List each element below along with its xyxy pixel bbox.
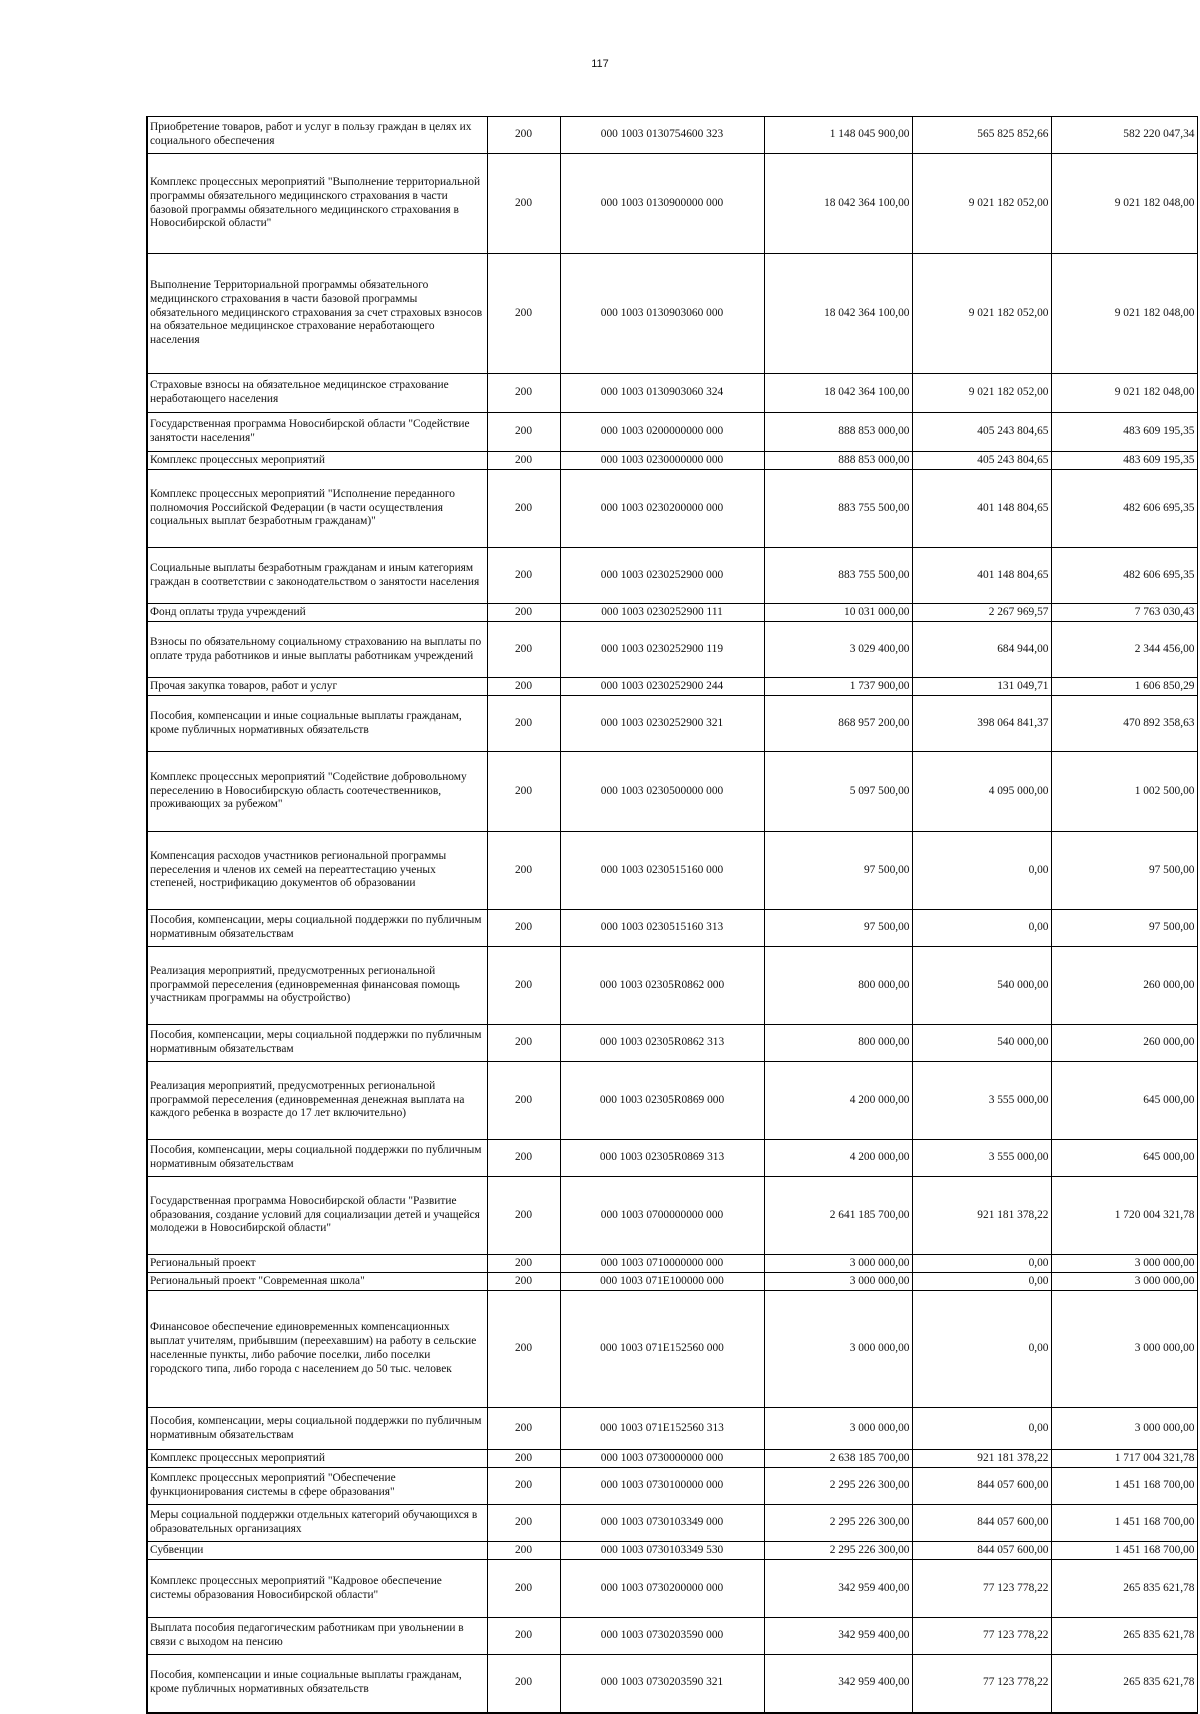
- cell-budget-code: 000 1003 0230252900 321: [560, 696, 764, 752]
- cell-approved: 342 959 400,00: [764, 1618, 912, 1655]
- page-number: 117: [591, 58, 609, 70]
- cell-executed: 77 123 778,22: [912, 1560, 1051, 1618]
- cell-name: Меры социальной поддержки отдельных категорий обучающихся в образовательных организациях: [147, 1505, 487, 1542]
- cell-line-code: 200: [487, 1450, 560, 1468]
- cell-unexecuted: 260 000,00: [1051, 1025, 1197, 1062]
- table-row: [147, 696, 1197, 752]
- table-row: [147, 910, 1197, 947]
- cell-unexecuted: 645 000,00: [1051, 1140, 1197, 1177]
- cell-executed: 684 944,00: [912, 622, 1051, 678]
- cell-line-code: 200: [487, 1560, 560, 1618]
- table-row: [147, 413, 1197, 452]
- cell-budget-code: 000 1003 0700000000 000: [560, 1177, 764, 1255]
- cell-approved: 10 031 000,00: [764, 604, 912, 622]
- cell-name: Комплекс процессных мероприятий "Содействие добровольному переселению в Новосибирскую область соотечественников, проживающих за рубежом": [147, 752, 487, 832]
- cell-budget-code: 000 1003 071E152560 000: [560, 1291, 764, 1408]
- cell-executed: 921 181 378,22: [912, 1177, 1051, 1255]
- cell-executed: 540 000,00: [912, 1025, 1051, 1062]
- table-row: [147, 604, 1197, 622]
- table-row: [147, 1560, 1197, 1618]
- cell-executed: 2 267 969,57: [912, 604, 1051, 622]
- cell-approved: 868 957 200,00: [764, 696, 912, 752]
- cell-unexecuted: 3 000 000,00: [1051, 1273, 1197, 1291]
- cell-unexecuted: 2 344 456,00: [1051, 622, 1197, 678]
- cell-line-code: 200: [487, 1177, 560, 1255]
- cell-approved: 4 200 000,00: [764, 1140, 912, 1177]
- cell-approved: 3 029 400,00: [764, 622, 912, 678]
- cell-executed: 398 064 841,37: [912, 696, 1051, 752]
- cell-name: Приобретение товаров, работ и услуг в пользу граждан в целях их социального обеспечения: [147, 117, 487, 154]
- cell-name: Страховые взносы на обязательное медицинское страхование неработающего населения: [147, 374, 487, 413]
- cell-line-code: 200: [487, 1140, 560, 1177]
- cell-executed: 844 057 600,00: [912, 1468, 1051, 1505]
- cell-line-code: 200: [487, 154, 560, 254]
- cell-executed: 540 000,00: [912, 947, 1051, 1025]
- cell-line-code: 200: [487, 1542, 560, 1560]
- cell-unexecuted: 3 000 000,00: [1051, 1255, 1197, 1273]
- cell-unexecuted: 265 835 621,78: [1051, 1618, 1197, 1655]
- table-row: [147, 678, 1197, 696]
- cell-name: Комплекс процессных мероприятий "Обеспечение функционирования системы в сфере образования": [147, 1468, 487, 1505]
- cell-name: Социальные выплаты безработным гражданам и иным категориям граждан в соответствии с законодательством о занятости населения: [147, 548, 487, 604]
- table-row: [147, 832, 1197, 910]
- cell-budget-code: 000 1003 0130903060 000: [560, 254, 764, 374]
- table-row: [147, 1450, 1197, 1468]
- cell-approved: 2 295 226 300,00: [764, 1542, 912, 1560]
- cell-budget-code: 000 1003 0200000000 000: [560, 413, 764, 452]
- table-row: [147, 947, 1197, 1025]
- cell-line-code: 200: [487, 1618, 560, 1655]
- cell-name: Прочая закупка товаров, работ и услуг: [147, 678, 487, 696]
- cell-unexecuted: 1 451 168 700,00: [1051, 1505, 1197, 1542]
- cell-name: Региональный проект: [147, 1255, 487, 1273]
- cell-budget-code: 000 1003 0230200000 000: [560, 470, 764, 548]
- cell-unexecuted: 483 609 195,35: [1051, 452, 1197, 470]
- table-row: [147, 1025, 1197, 1062]
- cell-budget-code: 000 1003 0230515160 000: [560, 832, 764, 910]
- cell-name: Государственная программа Новосибирской области "Содействие занятости населения": [147, 413, 487, 452]
- cell-name: Региональный проект "Современная школа": [147, 1273, 487, 1291]
- cell-budget-code: 000 1003 0230252900 244: [560, 678, 764, 696]
- cell-approved: 18 042 364 100,00: [764, 254, 912, 374]
- cell-name: Финансовое обеспечение единовременных компенсационных выплат учителям, прибывшим (переехавшим) на работу в сельские населенные пункты, либо рабочие поселки, либо поселки городского типа, либо города с населением до 50 тыс. человек: [147, 1291, 487, 1408]
- cell-approved: 342 959 400,00: [764, 1560, 912, 1618]
- cell-executed: 844 057 600,00: [912, 1505, 1051, 1542]
- cell-budget-code: 000 1003 0730000000 000: [560, 1450, 764, 1468]
- table-row: [147, 1062, 1197, 1140]
- cell-unexecuted: 483 609 195,35: [1051, 413, 1197, 452]
- cell-approved: 3 000 000,00: [764, 1255, 912, 1273]
- cell-unexecuted: 582 220 047,34: [1051, 117, 1197, 154]
- cell-unexecuted: 1 720 004 321,78: [1051, 1177, 1197, 1255]
- table-row: [147, 1542, 1197, 1560]
- cell-budget-code: 000 1003 0730103349 000: [560, 1505, 764, 1542]
- cell-unexecuted: 97 500,00: [1051, 910, 1197, 947]
- table-row: [147, 1468, 1197, 1505]
- table-row: [147, 1408, 1197, 1450]
- cell-line-code: 200: [487, 470, 560, 548]
- cell-unexecuted: 1 002 500,00: [1051, 752, 1197, 832]
- cell-budget-code: 000 1003 02305R0862 313: [560, 1025, 764, 1062]
- cell-line-code: 200: [487, 413, 560, 452]
- cell-executed: 0,00: [912, 1273, 1051, 1291]
- cell-unexecuted: 9 021 182 048,00: [1051, 154, 1197, 254]
- cell-name: Пособия, компенсации, меры социальной поддержки по публичным нормативным обязательствам: [147, 1140, 487, 1177]
- table-row: [147, 254, 1197, 374]
- cell-line-code: 200: [487, 548, 560, 604]
- cell-unexecuted: 265 835 621,78: [1051, 1655, 1197, 1713]
- cell-line-code: 200: [487, 604, 560, 622]
- cell-unexecuted: 1 717 004 321,78: [1051, 1450, 1197, 1468]
- cell-approved: 800 000,00: [764, 1025, 912, 1062]
- cell-unexecuted: 9 021 182 048,00: [1051, 254, 1197, 374]
- cell-name: Комплекс процессных мероприятий "Исполнение переданного полномочия Российской Федерации (в части осуществления социальных выплат безработным гражданам)": [147, 470, 487, 548]
- cell-name: Реализация мероприятий, предусмотренных региональной программой переселения (единовременная финансовая помощь участникам программы на обустройство): [147, 947, 487, 1025]
- budget-execution-table: [146, 116, 1198, 1714]
- cell-budget-code: 000 1003 0130754600 323: [560, 117, 764, 154]
- table-body: [147, 117, 1197, 1713]
- cell-approved: 888 853 000,00: [764, 413, 912, 452]
- cell-executed: 77 123 778,22: [912, 1618, 1051, 1655]
- table-row: [147, 548, 1197, 604]
- cell-budget-code: 000 1003 02305R0869 313: [560, 1140, 764, 1177]
- cell-approved: 3 000 000,00: [764, 1291, 912, 1408]
- cell-name: Комплекс процессных мероприятий: [147, 1450, 487, 1468]
- cell-unexecuted: 1 451 168 700,00: [1051, 1542, 1197, 1560]
- cell-line-code: 200: [487, 832, 560, 910]
- cell-unexecuted: 7 763 030,43: [1051, 604, 1197, 622]
- cell-unexecuted: 1 451 168 700,00: [1051, 1468, 1197, 1505]
- cell-budget-code: 000 1003 02305R0862 000: [560, 947, 764, 1025]
- cell-line-code: 200: [487, 452, 560, 470]
- cell-executed: 405 243 804,65: [912, 413, 1051, 452]
- cell-executed: 844 057 600,00: [912, 1542, 1051, 1560]
- cell-line-code: 200: [487, 752, 560, 832]
- cell-budget-code: 000 1003 0230252900 111: [560, 604, 764, 622]
- cell-unexecuted: 1 606 850,29: [1051, 678, 1197, 696]
- cell-budget-code: 000 1003 0230500000 000: [560, 752, 764, 832]
- cell-unexecuted: 3 000 000,00: [1051, 1291, 1197, 1408]
- cell-approved: 888 853 000,00: [764, 452, 912, 470]
- cell-approved: 2 641 185 700,00: [764, 1177, 912, 1255]
- cell-budget-code: 000 1003 0730100000 000: [560, 1468, 764, 1505]
- cell-name: Пособия, компенсации, меры социальной поддержки по публичным нормативным обязательствам: [147, 910, 487, 947]
- cell-approved: 342 959 400,00: [764, 1655, 912, 1713]
- cell-approved: 4 200 000,00: [764, 1062, 912, 1140]
- table-row: [147, 1618, 1197, 1655]
- cell-line-code: 200: [487, 1273, 560, 1291]
- cell-executed: 0,00: [912, 1408, 1051, 1450]
- cell-budget-code: 000 1003 0230252900 119: [560, 622, 764, 678]
- cell-name: Субвенции: [147, 1542, 487, 1560]
- cell-budget-code: 000 1003 0730203590 321: [560, 1655, 764, 1713]
- cell-line-code: 200: [487, 622, 560, 678]
- cell-executed: 0,00: [912, 1255, 1051, 1273]
- cell-name: Государственная программа Новосибирской области "Развитие образования, создание условий для социализации детей и учащейся молодежи в Новосибирской области": [147, 1177, 487, 1255]
- cell-line-code: 200: [487, 1025, 560, 1062]
- table-row: [147, 1177, 1197, 1255]
- cell-line-code: 200: [487, 254, 560, 374]
- cell-budget-code: 000 1003 0230515160 313: [560, 910, 764, 947]
- cell-executed: 9 021 182 052,00: [912, 254, 1051, 374]
- table-row: [147, 1505, 1197, 1542]
- cell-executed: 0,00: [912, 1291, 1051, 1408]
- table-row: [147, 1291, 1197, 1408]
- cell-budget-code: 000 1003 0230252900 000: [560, 548, 764, 604]
- cell-executed: 0,00: [912, 910, 1051, 947]
- cell-name: Пособия, компенсации и иные социальные выплаты гражданам, кроме публичных нормативных обязательств: [147, 696, 487, 752]
- cell-unexecuted: 260 000,00: [1051, 947, 1197, 1025]
- cell-budget-code: 000 1003 0130900000 000: [560, 154, 764, 254]
- table-row: [147, 1255, 1197, 1273]
- table-row: [147, 622, 1197, 678]
- cell-unexecuted: 645 000,00: [1051, 1062, 1197, 1140]
- cell-budget-code: 000 1003 0130903060 324: [560, 374, 764, 413]
- table-row: [147, 470, 1197, 548]
- cell-executed: 9 021 182 052,00: [912, 154, 1051, 254]
- cell-budget-code: 000 1003 0230000000 000: [560, 452, 764, 470]
- table-row: [147, 1655, 1197, 1713]
- table-row: [147, 1273, 1197, 1291]
- cell-name: Взносы по обязательному социальному страхованию на выплаты по оплате труда работников и иные выплаты работникам учреждений: [147, 622, 487, 678]
- cell-budget-code: 000 1003 071E152560 313: [560, 1408, 764, 1450]
- cell-name: Реализация мероприятий, предусмотренных региональной программой переселения (единовременная денежная выплата на каждого ребенка в возрасте до 17 лет включительно): [147, 1062, 487, 1140]
- cell-line-code: 200: [487, 1505, 560, 1542]
- cell-approved: 883 755 500,00: [764, 470, 912, 548]
- cell-approved: 883 755 500,00: [764, 548, 912, 604]
- table-row: [147, 752, 1197, 832]
- cell-budget-code: 000 1003 0730103349 530: [560, 1542, 764, 1560]
- cell-unexecuted: 97 500,00: [1051, 832, 1197, 910]
- cell-unexecuted: 9 021 182 048,00: [1051, 374, 1197, 413]
- cell-name: Пособия, компенсации, меры социальной поддержки по публичным нормативным обязательствам: [147, 1025, 487, 1062]
- cell-line-code: 200: [487, 1062, 560, 1140]
- cell-line-code: 200: [487, 696, 560, 752]
- cell-line-code: 200: [487, 1468, 560, 1505]
- cell-name: Комплекс процессных мероприятий "Выполнение территориальной программы обязательного медицинского страхования в части базовой программы обязательного медицинского страхования в Новосибирской области": [147, 154, 487, 254]
- table-row: [147, 154, 1197, 254]
- cell-approved: 1 737 900,00: [764, 678, 912, 696]
- cell-line-code: 200: [487, 374, 560, 413]
- cell-approved: 97 500,00: [764, 910, 912, 947]
- cell-unexecuted: 3 000 000,00: [1051, 1408, 1197, 1450]
- cell-budget-code: 000 1003 0730203590 000: [560, 1618, 764, 1655]
- cell-approved: 3 000 000,00: [764, 1273, 912, 1291]
- cell-unexecuted: 482 606 695,35: [1051, 548, 1197, 604]
- table-row: [147, 1140, 1197, 1177]
- cell-name: Выплата пособия педагогическим работникам при увольнении в связи с выходом на пенсию: [147, 1618, 487, 1655]
- cell-name: Компенсация расходов участников региональной программы переселения и членов их семей на переаттестацию ученых степеней, нострификацию документов об образовании: [147, 832, 487, 910]
- cell-approved: 2 295 226 300,00: [764, 1505, 912, 1542]
- cell-unexecuted: 482 606 695,35: [1051, 470, 1197, 548]
- cell-approved: 3 000 000,00: [764, 1408, 912, 1450]
- cell-budget-code: 000 1003 02305R0869 000: [560, 1062, 764, 1140]
- cell-budget-code: 000 1003 0710000000 000: [560, 1255, 764, 1273]
- cell-approved: 800 000,00: [764, 947, 912, 1025]
- cell-executed: 131 049,71: [912, 678, 1051, 696]
- cell-approved: 2 638 185 700,00: [764, 1450, 912, 1468]
- cell-name: Пособия, компенсации и иные социальные выплаты гражданам, кроме публичных нормативных обязательств: [147, 1655, 487, 1713]
- cell-line-code: 200: [487, 678, 560, 696]
- cell-executed: 565 825 852,66: [912, 117, 1051, 154]
- cell-name: Комплекс процессных мероприятий: [147, 452, 487, 470]
- cell-line-code: 200: [487, 117, 560, 154]
- cell-approved: 18 042 364 100,00: [764, 374, 912, 413]
- cell-executed: 405 243 804,65: [912, 452, 1051, 470]
- cell-executed: 3 555 000,00: [912, 1140, 1051, 1177]
- cell-executed: 401 148 804,65: [912, 548, 1051, 604]
- table-row: [147, 452, 1197, 470]
- table-row: [147, 117, 1197, 154]
- cell-budget-code: 000 1003 071E100000 000: [560, 1273, 764, 1291]
- cell-approved: 18 042 364 100,00: [764, 154, 912, 254]
- cell-budget-code: 000 1003 0730200000 000: [560, 1560, 764, 1618]
- cell-line-code: 200: [487, 947, 560, 1025]
- cell-name: Комплекс процессных мероприятий "Кадровое обеспечение системы образования Новосибирской области": [147, 1560, 487, 1618]
- cell-name: Выполнение Территориальной программы обязательного медицинского страхования в части базовой программы обязательного медицинского страхования за счет страховых взносов на обязательное медицинское страхование неработающего населения: [147, 254, 487, 374]
- table-row: [147, 374, 1197, 413]
- cell-executed: 401 148 804,65: [912, 470, 1051, 548]
- cell-approved: 5 097 500,00: [764, 752, 912, 832]
- cell-name: Пособия, компенсации, меры социальной поддержки по публичным нормативным обязательствам: [147, 1408, 487, 1450]
- cell-approved: 97 500,00: [764, 832, 912, 910]
- cell-executed: 77 123 778,22: [912, 1655, 1051, 1713]
- cell-line-code: 200: [487, 910, 560, 947]
- cell-executed: 9 021 182 052,00: [912, 374, 1051, 413]
- cell-approved: 2 295 226 300,00: [764, 1468, 912, 1505]
- cell-name: Фонд оплаты труда учреждений: [147, 604, 487, 622]
- cell-line-code: 200: [487, 1408, 560, 1450]
- cell-line-code: 200: [487, 1655, 560, 1713]
- cell-unexecuted: 265 835 621,78: [1051, 1560, 1197, 1618]
- cell-executed: 0,00: [912, 832, 1051, 910]
- cell-approved: 1 148 045 900,00: [764, 117, 912, 154]
- cell-executed: 921 181 378,22: [912, 1450, 1051, 1468]
- cell-executed: 3 555 000,00: [912, 1062, 1051, 1140]
- cell-line-code: 200: [487, 1255, 560, 1273]
- cell-unexecuted: 470 892 358,63: [1051, 696, 1197, 752]
- cell-executed: 4 095 000,00: [912, 752, 1051, 832]
- cell-line-code: 200: [487, 1291, 560, 1408]
